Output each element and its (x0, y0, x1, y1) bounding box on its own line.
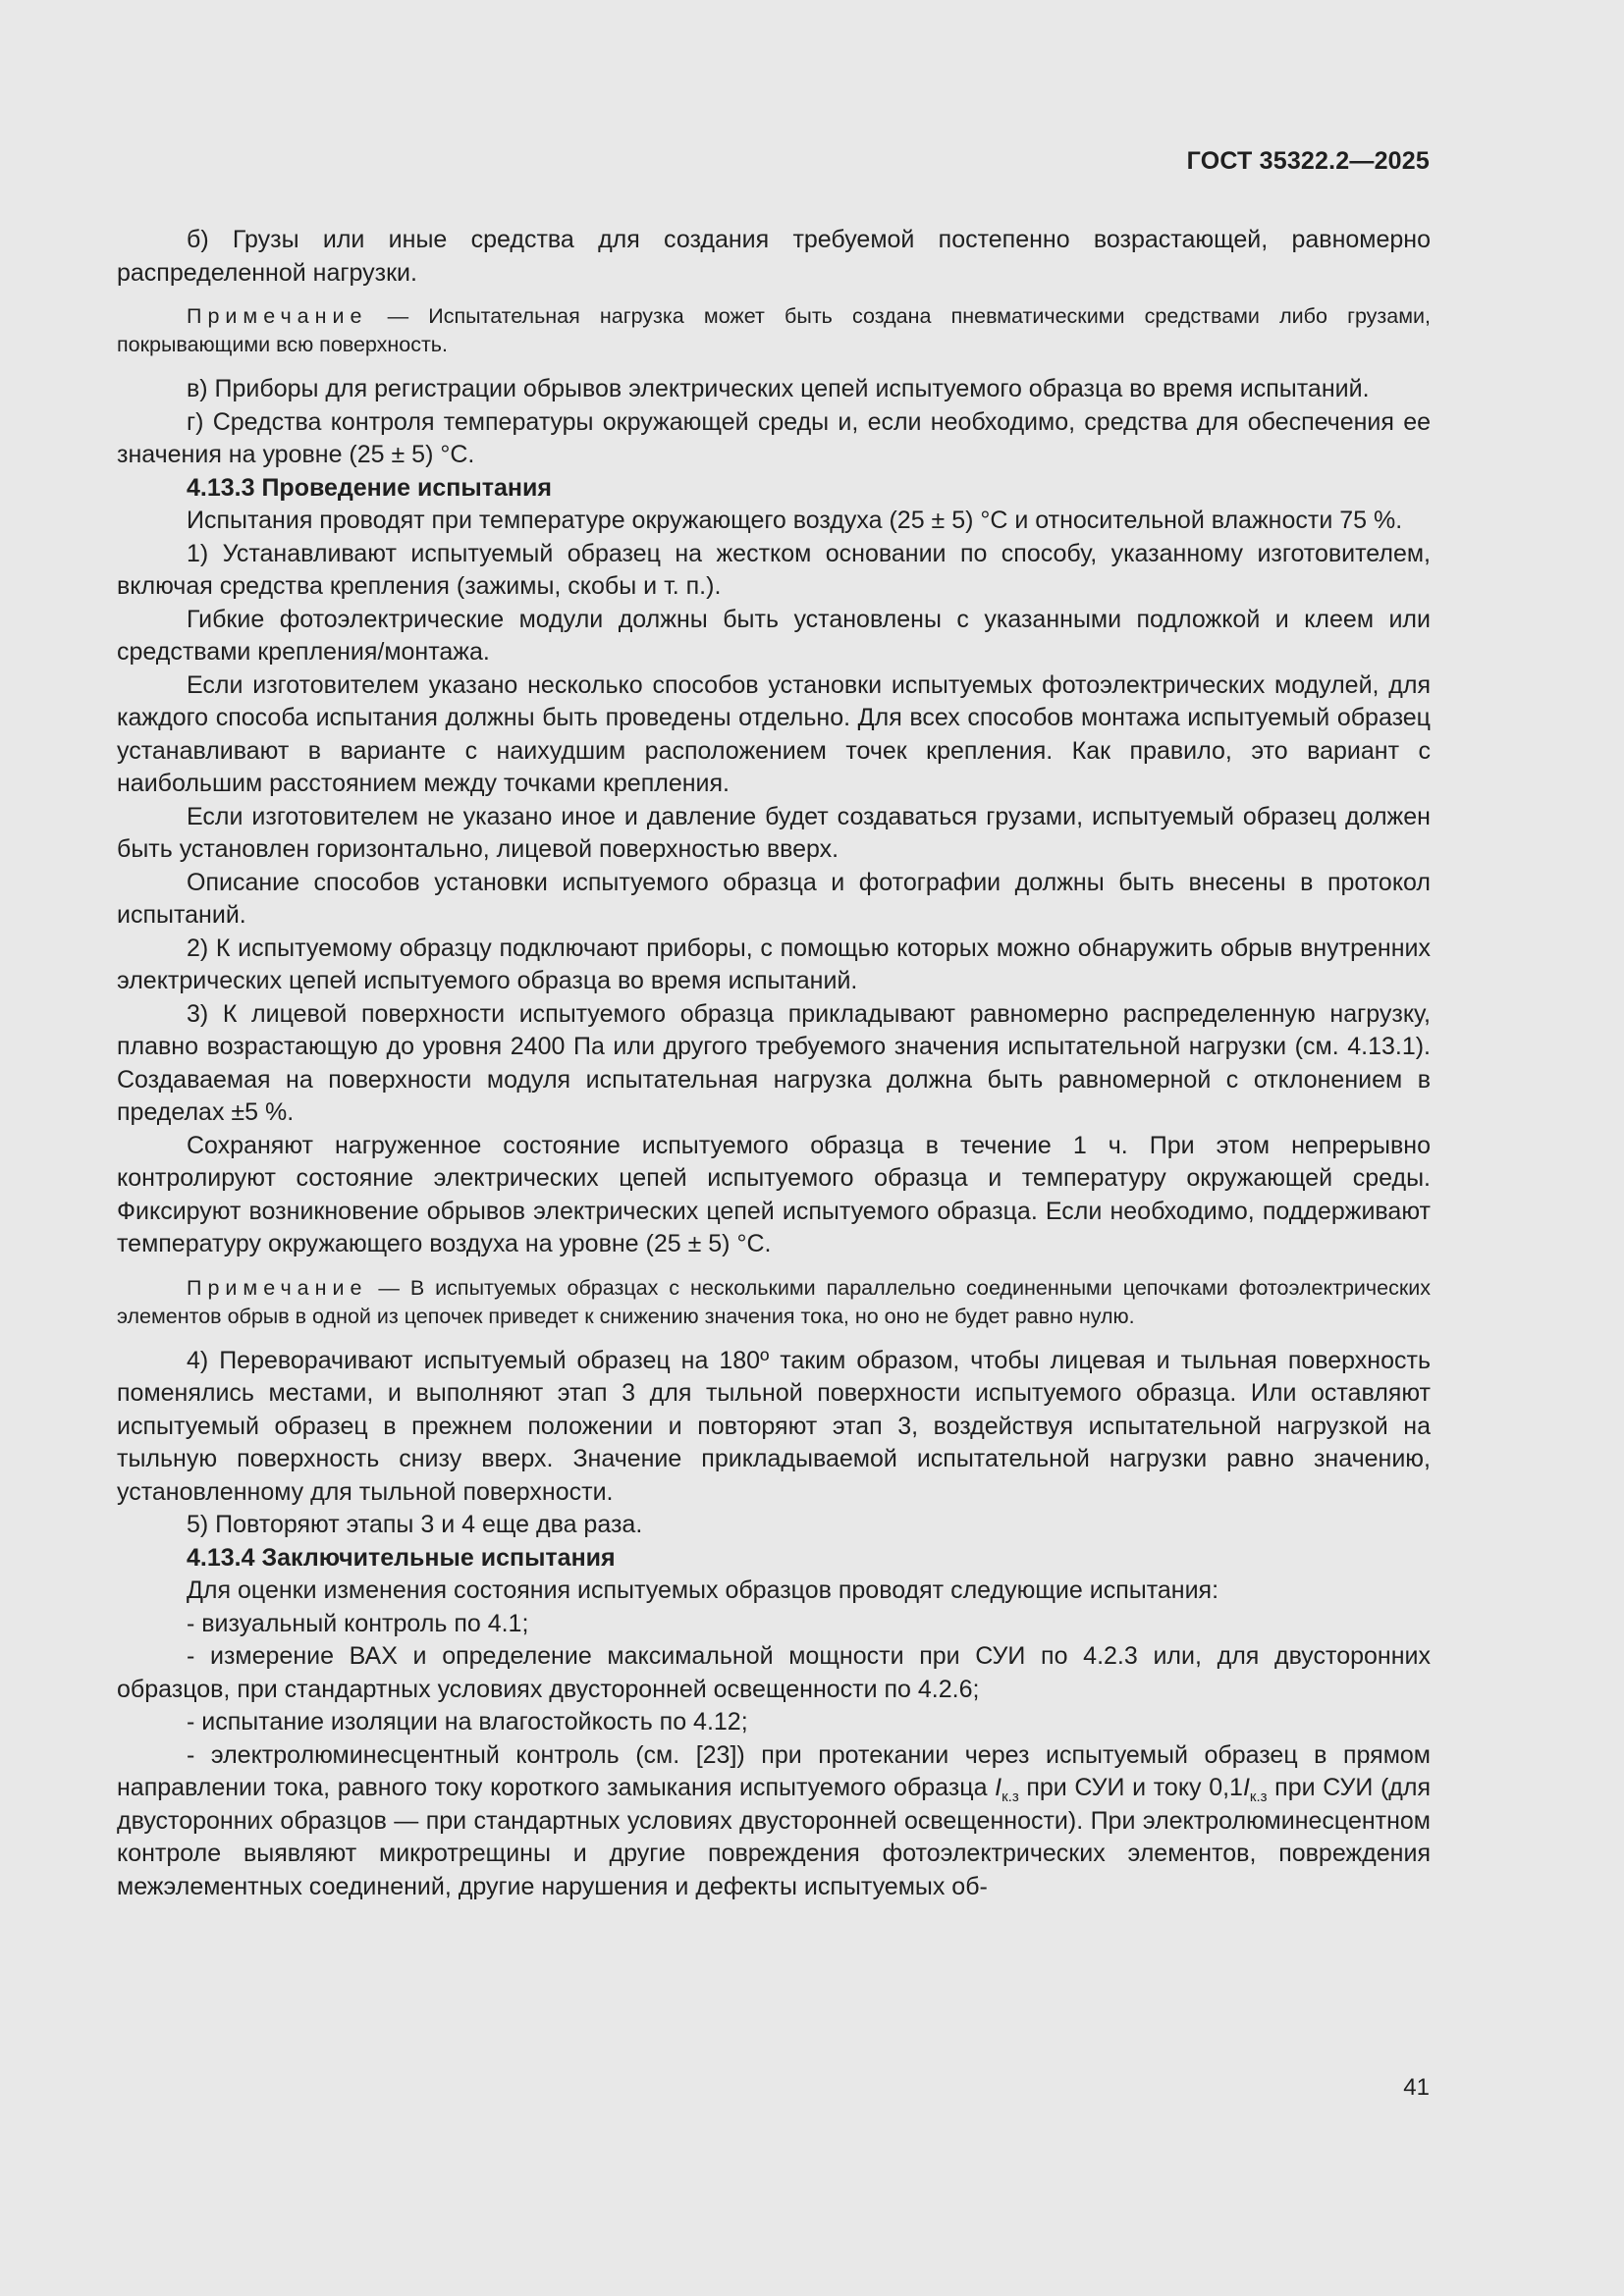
paragraph-hold-load: Сохраняют нагруженное состояние испытуемого образца в течение 1 ч. При этом непрерывно контролируют состояние электрических цепей испытуемого образца и температуру окружающей среды. Фиксируют возникновение обрывов электрических цепей испытуемого образца. Если необходимо, поддерживают температуру окружающего воздуха на уровне (25 ± 5) °С. (117, 1131, 1431, 1257)
isc-symbol: I (995, 1774, 1002, 1801)
item-b: б) Грузы или иные средства для создания требуемой постепенно возрастающей, равномерно распределенной нагрузки. (117, 226, 1431, 287)
page-number: 41 (1403, 2074, 1430, 2101)
el-text-1: - электролюминесцентный контроль (см. [23]) при протекании через испытуемый образец в прямом направлении тока, равного току короткого замыкания испытуемого образца (117, 1740, 1431, 1801)
step-3: 3) К лицевой поверхности испытуемого образца прикладывают равномерно распределенную нагрузку, плавно возрастающую до уровня 2400 Па или другого требуемого значения испытательной нагрузки (см. 4.13.1). Создаваемая на поверхности модуля испытательная нагрузка должна быть равномерной с отклонением в пределах ±5 %. (117, 999, 1431, 1126)
paragraph-flexible-modules: Гибкие фотоэлектрические модули должны быть установлены с указанными подложкой и клеем или средствами крепления/монтажа. (117, 605, 1431, 666)
isc-symbol: I (1242, 1774, 1250, 1801)
note-2 (117, 1274, 1431, 1331)
note-text: — В испытуемых образцах с несколькими параллельно соединенными цепочками фотоэлектрических элементов обрыв в одной из цепочек приведет к снижению значения тока, но оно не будет равно нулю. (117, 1275, 1431, 1328)
note-text: — Испытательная нагрузка может быть создана пневматическими средствами либо грузами, покрывающими всю поверхность. (117, 304, 1431, 356)
document-body (117, 224, 1431, 1903)
section-heading-4-13-3: 4.13.3 Проведение испытания (187, 473, 552, 502)
el-text-2: при СУИ и току 0,1 (1018, 1774, 1243, 1801)
section-heading-4-13-4: 4.13.4 Заключительные испытания (187, 1543, 616, 1572)
paragraph-final-intro: Для оценки изменения состояния испытуемых образцов проводят следующие испытания: (187, 1576, 1219, 1604)
paragraph-several-methods: Если изготовителем указано несколько способов установки испытуемых фотоэлектрических модулей, для каждого способа испытания должны быть проведены отдельно. Для всех способов монтажа испытуемый образец устанавливают в варианте с наихудшим расположением точек крепления. Как правило, это вариант с наибольшим расстоянием между точками крепления. (117, 670, 1431, 797)
list-item-vax: - измерение ВАХ и определение максимальной мощности при СУИ по 4.2.3 или, для двусторонних образцов, при стандартных условиях двусторонней освещенности по 4.2.6; (117, 1642, 1431, 1703)
note-label: Примечание (187, 304, 368, 328)
step-1: 1) Устанавливают испытуемый образец на жестком основании по способу, указанному изготовителем, включая средства крепления (зажимы, скобы и т. п.). (117, 539, 1431, 600)
isc-subscript: к.з (1249, 1789, 1268, 1805)
step-2: 2) К испытуемому образцу подключают приборы, с помощью которых можно обнаружить обрыв внутренних электрических цепей испытуемого образца во время испытаний. (117, 934, 1431, 994)
document-header: ГОСТ 35322.2—2025 (1186, 147, 1430, 175)
isc-subscript: к.з (1001, 1789, 1019, 1805)
list-item-visual: - визуальный контроль по 4.1; (187, 1609, 529, 1637)
list-item-electroluminescence (117, 1739, 1431, 1904)
paragraph-horizontal: Если изготовителем не указано иное и давление будет создаваться грузами, испытуемый образец должен быть установлен горизонтально, лицевой поверхностью вверх. (117, 802, 1431, 863)
note-1 (117, 302, 1431, 359)
paragraph-conditions: Испытания проводят при температуре окружающего воздуха (25 ± 5) °С и относительной влажности 75 %. (187, 507, 1403, 534)
step-5: 5) Повторяют этапы 3 и 4 еще два раза. (187, 1511, 643, 1538)
step-4: 4) Переворачивают испытуемый образец на 180º таким образом, чтобы лицевая и тыльная поверхность поменялись местами, и выполняют этап 3 для тыльной поверхности испытуемого образца. Или оставляют испытуемый образец в прежнем положении и повторяют этап 3, воздействуя испытательной нагрузкой на тыльную поверхность снизу вверх. Значение прикладываемой испытательной нагрузки равно значению, установленному для тыльной поверхности. (117, 1346, 1431, 1506)
item-v: в) Приборы для регистрации обрывов электрических цепей испытуемого образца во время испытаний. (187, 375, 1370, 402)
item-g: г) Средства контроля температуры окружающей среды и, если необходимо, средства для обеспечения ее значения на уровне (25 ± 5) °С. (117, 407, 1431, 468)
note-label: Примечание (187, 1275, 368, 1300)
paragraph-description: Описание способов установки испытуемого образца и фотографии должны быть внесены в протокол испытаний. (117, 868, 1431, 929)
el-text-3: при СУИ (для двусторонних образцов — при стандартных условиях двусторонней освещенности). При электролюминесцентном контроле выявляют микротрещины и другие повреждения фотоэлектрических элементов, повреждения межэлементных соединений, другие нарушения и дефекты испытуемых об- (117, 1774, 1431, 1900)
list-item-insulation: - испытание изоляции на влагостойкость по 4.12; (187, 1708, 748, 1735)
